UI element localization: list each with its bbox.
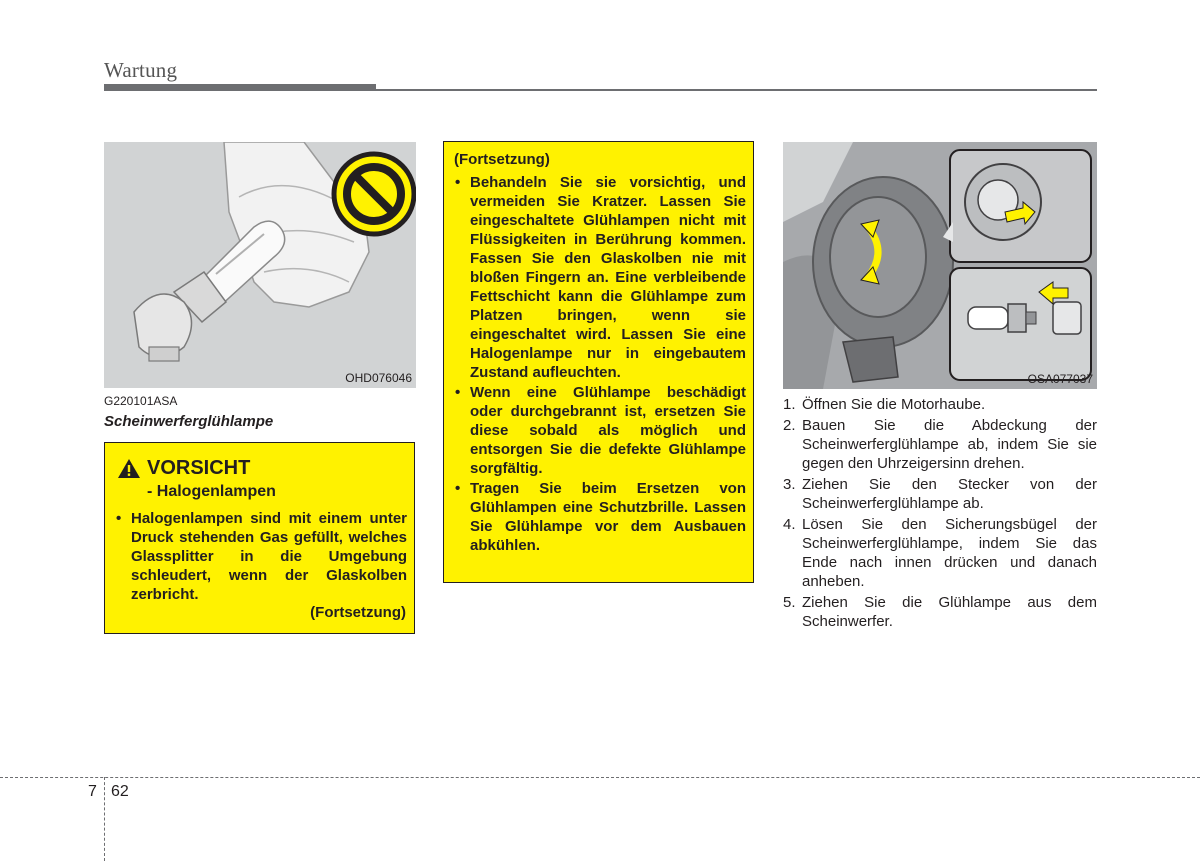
- continued-item: • Wenn eine Glühlampe beschädigt oder durchgebrannt ist, ersetzen Sie diese sobald als möglich und entsorgen Sie die defekte Glühlampe sorgfältig.: [454, 383, 746, 478]
- step-item: [783, 395, 1097, 414]
- bulb-handling-illustration: [104, 142, 416, 388]
- page-header-title: Wartung: [104, 58, 178, 82]
- step-text: Ziehen Sie die Glühlampe aus dem Scheinwerfer.: [802, 594, 1097, 630]
- header-rule-thin: [376, 89, 1097, 91]
- step-number: 2.: [783, 417, 796, 434]
- footer-rule: [0, 777, 1200, 778]
- continued-list: [454, 173, 746, 556]
- step-number: 4.: [783, 516, 796, 533]
- caution-subheading: - Halogenlampen: [147, 483, 276, 500]
- step-text: Lösen Sie den Sicherungsbügel der Scheinwerferglühlampe, indem Sie das Ende nach innen drücken und danach anheben.: [802, 516, 1097, 590]
- section-title: Scheinwerferglühlampe: [104, 413, 274, 430]
- warning-triangle-icon: [117, 458, 141, 479]
- caution-continued: (Fortsetzung): [310, 604, 406, 621]
- figure-code: OSA077037: [1027, 372, 1093, 386]
- bulb-hand-drawing: [104, 142, 416, 388]
- step-text: Öffnen Sie die Motorhaube.: [802, 396, 986, 413]
- header-rule-thick: [104, 84, 376, 91]
- chapter-number: 7: [88, 783, 97, 800]
- headlamp-illustration: [783, 142, 1097, 389]
- caution-list: [115, 509, 407, 604]
- caution-box: [104, 442, 415, 634]
- headlamp-drawing: [783, 142, 1097, 389]
- step-item: [783, 416, 1097, 473]
- prohibited-sign-icon: [334, 154, 414, 234]
- step-text: Ziehen Sie den Stecker von der Scheinwerferglühlampe ab.: [802, 476, 1097, 512]
- figure-code: OHD076046: [345, 371, 412, 385]
- caution-heading-text: VORSICHT: [147, 457, 251, 479]
- footer-divider: [104, 777, 105, 861]
- step-number: 3.: [783, 476, 796, 493]
- step-number: 5.: [783, 594, 796, 611]
- caution-heading: [117, 457, 250, 480]
- step-item: [783, 475, 1097, 513]
- continued-heading: (Fortsetzung): [454, 151, 550, 168]
- page-number: 62: [111, 783, 129, 800]
- step-item: [783, 515, 1097, 591]
- step-number: 1.: [783, 396, 796, 413]
- caution-continued-box: [443, 141, 754, 583]
- step-text: Bauen Sie die Abdeckung der Scheinwerferglühlampe ab, indem Sie sie gegen den Uhrzeigersinn drehen.: [802, 417, 1097, 472]
- step-item: [783, 593, 1097, 631]
- procedure-steps: [783, 395, 1097, 633]
- caution-item: • Halogenlampen sind mit einem unter Druck stehenden Gas gefüllt, welches Glassplitter in die Umgebung schleudert, wenn der Glaskolben zerbricht.: [115, 509, 407, 604]
- continued-item: • Behandeln Sie sie vorsichtig, und vermeiden Sie Kratzer. Lassen Sie eingeschaltete Glühlampen nicht mit Flüssigkeiten in Berührung kommen. Fassen Sie den Glaskolben nie mit bloßen Fingern an. Eine verbleibende Fettschicht kann die Glühlampe zum Platzen bringen, wenn sie eingeschaltet wird. Lassen Sie eine Halogenlampe nur in eingebautem Zustand aufleuchten.: [454, 173, 746, 382]
- continued-item: • Tragen Sie beim Ersetzen von Glühlampen eine Schutzbrille. Lassen Sie Glühlampe vor dem Ausbauen abkühlen.: [454, 479, 746, 555]
- section-code: G220101ASA: [104, 394, 178, 408]
